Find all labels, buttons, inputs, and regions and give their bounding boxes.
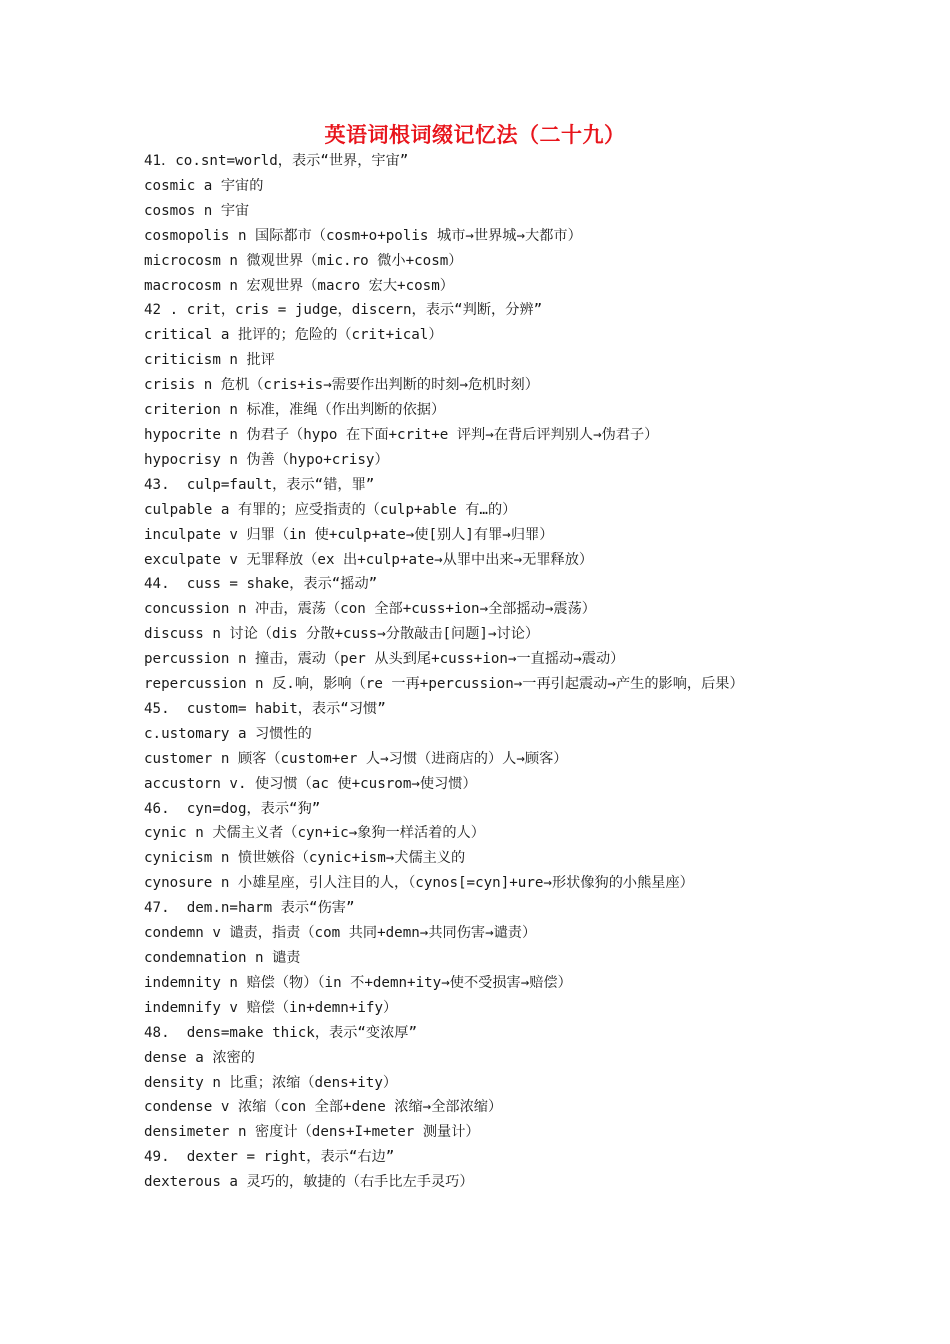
- text-line: culpable a 有罪的；应受指责的（culp+able 有…的）: [144, 501, 517, 518]
- text-line: 47. dem.n=harm 表示“伤害”: [144, 900, 355, 917]
- text-line: indemnity n 赔偿（物）（in 不+demn+ity→使不受损害→赔偿）: [144, 974, 572, 991]
- text-line: 46. cyn=dog，表示“狗”: [144, 800, 321, 817]
- text-line: cynosure n 小雄星座，引人注目的人，（cynos[=cyn]+ure→形状像狗的小熊星座）: [144, 875, 694, 892]
- text-line: 49. dexter = right，表示“右边”: [144, 1149, 395, 1166]
- text-line: repercussion n 反.响，影响（re 一再+percussion→一再引起震动→产生的影响，后果）: [144, 676, 744, 693]
- text-line: dense a 浓密的: [144, 1049, 255, 1066]
- text-line: condense v 浓缩（con 全部+dene 浓缩→全部浓缩）: [144, 1099, 503, 1116]
- text-line: inculpate v 归罪（in 使+culp+ate→使[别人]有罪→归罪）: [144, 526, 554, 543]
- text-line: hypocrisy n 伪善（hypo+crisy）: [144, 451, 389, 468]
- text-line: criterion n 标准，准绳（作出判断的依据）: [144, 402, 446, 419]
- text-line: cynic n 犬儒主义者（cyn+ic→象狗一样活着的人）: [144, 825, 485, 842]
- text-line: exculpate v 无罪释放（ex 出+culp+ate→从罪中出来→无罪释放）: [144, 551, 594, 568]
- text-line: criticism n 批评: [144, 352, 275, 369]
- text-line: macrocosm n 宏观世界（macro 宏大+cosm）: [144, 277, 454, 294]
- text-line: discuss n 讨论（dis 分散+cuss→分散敲击[问题]→讨论）: [144, 626, 540, 643]
- text-line: crisis n 危机（cris+is→需要作出判断的时刻→危机时刻）: [144, 377, 539, 394]
- text-line: condemnation n 谴责: [144, 950, 301, 966]
- text-line: percussion n 撞击，震动（per 从头到尾+cuss+ion→一直摇动→震动）: [144, 651, 625, 668]
- text-line: cosmos n 宇宙: [144, 202, 250, 219]
- text-line: 43. culp=fault，表示“错，罪”: [144, 476, 375, 493]
- text-line: concussion n 冲击，震荡（con 全部+cuss+ion→全部摇动→震荡）: [144, 601, 596, 618]
- text-line: cosmopolis n 国际都市（cosm+o+polis 城市→世界城→大都市）: [144, 227, 582, 244]
- text-line: indemnify v 赔偿（in+demn+ify）: [144, 999, 398, 1016]
- text-line: 44. cuss = shake，表示“摇动”: [144, 576, 378, 593]
- text-line: dexterous a 灵巧的，敏捷的（右手比左手灵巧）: [144, 1174, 474, 1191]
- text-line: 45. custom= habit，表示“习惯”: [144, 700, 386, 717]
- text-line: cynicism n 愤世嫉俗（cynic+ism→犬儒主义的: [144, 850, 466, 867]
- text-line: accustorn v. 使习惯（ac 使+cusrom→使习惯）: [144, 775, 477, 792]
- text-line: 41．co.snt=world，表示“世界，宇宙”: [144, 153, 409, 169]
- document-title: 英语词根词缀记忆法（二十九）: [324, 123, 626, 147]
- text-line: density n 比重；浓缩（dens+ity）: [144, 1074, 398, 1091]
- text-line: cosmic a 宇宙的: [144, 177, 264, 194]
- text-line: condemn v 谴责，指责（com 共同+demn→共同伤害→谴责）: [144, 925, 537, 942]
- text-line: customer n 顾客（custom+er 人→习惯（进商店的）人→顾客）: [144, 750, 568, 767]
- text-line: 42 . crit，cris = judge，discern，表示“判断，分辨”: [144, 302, 543, 319]
- document-body: [144, 149, 784, 1195]
- text-line: microcosm n 微观世界（mic.ro 微小+cosm）: [144, 252, 463, 269]
- text-line: 48. dens=make thick，表示“变浓厚”: [144, 1024, 418, 1041]
- text-line: hypocrite n 伪君子（hypo 在下面+crit+e 评判→在背后评判别人→伪君子）: [144, 426, 659, 443]
- text-line: densimeter n 密度计（dens+I+meter 测量计）: [144, 1124, 480, 1141]
- text-line: c.ustomary a 习惯性的: [144, 725, 312, 742]
- text-line: critical a 批评的；危险的（crit+ical）: [144, 327, 443, 344]
